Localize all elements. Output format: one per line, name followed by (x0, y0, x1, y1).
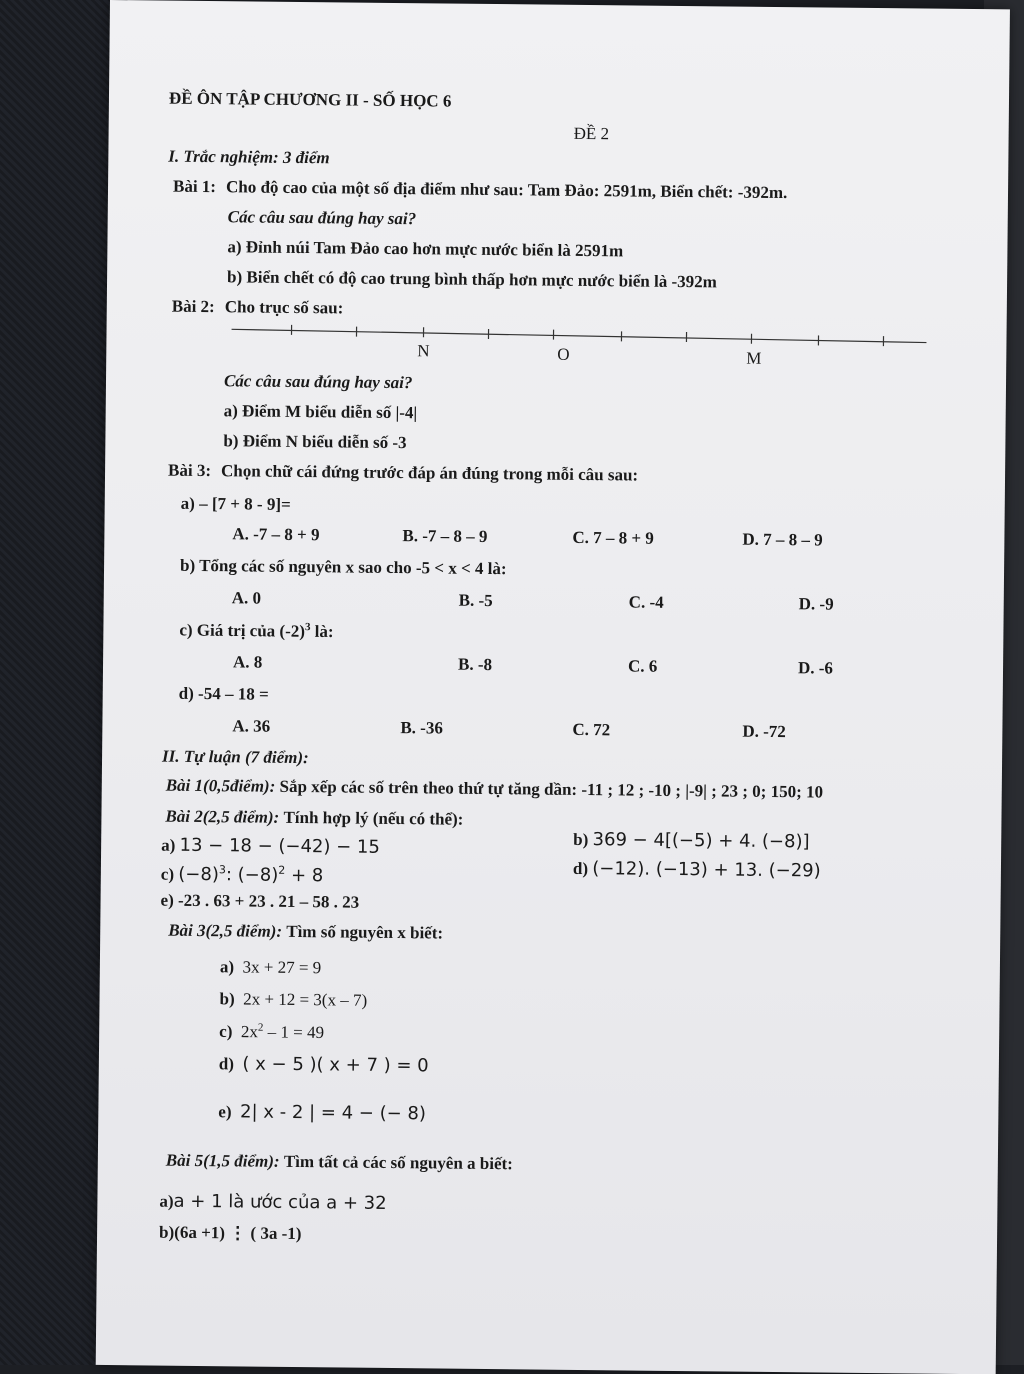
p2-bai2-e: e) -23 . 63 + 23 . 21 – 58 . 23 (160, 891, 359, 913)
p2-bai3-e (218, 1101, 426, 1124)
p2-bai5-b-label: b) (159, 1223, 174, 1242)
p2-bai2-c (161, 863, 324, 887)
qc-option-b: B. -8 (458, 655, 492, 675)
p2-bai3-b (219, 989, 367, 1011)
p2-bai2-d (573, 858, 821, 882)
qb-option-d: D. -9 (799, 594, 834, 614)
p2-bai5-text: Tìm tất cả các số nguyên a biết: (284, 1152, 513, 1173)
p1-bai2-text: Cho trục số sau: (225, 297, 344, 318)
qd-option-c: C. 72 (572, 720, 610, 740)
p1-bai2-a: a) Điểm M biểu diễn số |-4| (224, 401, 418, 423)
c-base2: : (−8) (226, 864, 279, 886)
part2-heading: II. Tự luận (7 điểm): (162, 747, 309, 769)
p2-bai5 (166, 1151, 513, 1175)
p2-bai5-a (159, 1191, 386, 1214)
p1-bai2-question: Các câu sau đúng hay sai? (224, 371, 413, 393)
p2-bai3-c-tail: – 1 = 49 (263, 1022, 324, 1042)
p2-bai3-a-expr: 3x + 27 = 9 (242, 957, 321, 977)
number-line-graphic (231, 319, 931, 376)
p2-bai2-b (573, 829, 810, 852)
c-exp1: 3 (219, 863, 226, 876)
number-line (231, 319, 931, 376)
p2-bai3-c-base: 2x (241, 1022, 258, 1041)
p2-bai5-b-expr: (6a +1) ⋮ ( 3a -1) (174, 1223, 301, 1243)
qb-option-a: A. 0 (232, 588, 261, 608)
p2-bai5-a-label: a) (159, 1192, 173, 1211)
qc-option-a: A. 8 (233, 652, 262, 672)
p2-bai3-d (219, 1053, 429, 1076)
p2-bai3-b-expr: 2x + 12 = 3(x – 7) (243, 989, 367, 1009)
p2-bai2-a (161, 835, 380, 858)
qa-option-c: C. 7 – 8 + 9 (572, 528, 654, 549)
p2-bai3-c (219, 1021, 324, 1043)
p2-bai3-d-expr: ( x − 5 )( x + 7 ) = 0 (242, 1053, 428, 1076)
p1-bai1-question: Các câu sau đúng hay sai? (228, 207, 417, 229)
p2-bai3-b-label: b) (219, 989, 234, 1008)
p1-bai3-qa: a) – [7 + 8 - 9]= (181, 494, 291, 515)
p2-bai3-e-label: e) (218, 1102, 231, 1121)
p2-bai2-label: Bài 2(2,5 điểm): (165, 807, 279, 827)
p2-bai1 (166, 776, 823, 803)
p2-bai2-c-label: c) (161, 865, 174, 884)
p1-bai1-a: a) Đỉnh núi Tam Đảo cao hơn mực nước biển là 2591m (227, 237, 623, 261)
p1-bai3-text: Chọn chữ cái đứng trước đáp án đúng trong mỗi câu sau: (221, 461, 638, 485)
p1-bai3-label: Bài 3: (168, 461, 211, 481)
qd-option-d: D. -72 (742, 722, 786, 742)
p2-bai2-text: Tính hợp lý (nếu có thể): (283, 808, 463, 829)
p2-bai2 (165, 807, 463, 830)
p2-bai3-a (220, 957, 322, 978)
p2-bai5-label: Bài 5(1,5 điểm): (166, 1151, 280, 1171)
c-exp2: 2 (278, 864, 285, 877)
c-base1: (−8) (178, 864, 219, 885)
qd-option-b: B. -36 (400, 718, 443, 738)
p1-bai2-label: Bài 2: (172, 297, 215, 317)
exam-subtitle: ĐỀ 2 (574, 124, 610, 144)
c-tail: + 8 (285, 865, 323, 886)
p1-bai3-qc (179, 620, 333, 642)
qc-option-d: D. -6 (798, 658, 833, 678)
exam-title: ĐỀ ÔN TẬP CHƯƠNG II - SỐ HỌC 6 (169, 89, 452, 112)
p2-bai5-b (159, 1223, 302, 1244)
p2-bai2-b-expr: 369 − 4[(−5) + 4. (−8)] (592, 829, 809, 852)
p2-bai1-label: Bài 1(0,5điểm): (166, 776, 276, 796)
p1-bai3-qb: b) Tổng các số nguyên x sao cho -5 < x < 4 là: (180, 556, 507, 579)
p1-bai2-b: b) Điểm N biểu diễn số -3 (223, 431, 406, 453)
exam-paper (96, 0, 1010, 1374)
p2-bai3-text: Tìm số nguyên x biết: (286, 922, 443, 943)
p1-bai1-text: Cho độ cao của một số địa điểm như sau: Tam Đảo: 2591m, Biển chết: -392m. (226, 177, 787, 203)
qc-text: c) Giá trị của (-2) (179, 620, 305, 640)
p2-bai3-c-exp: 2 (258, 1022, 264, 1034)
p2-bai2-a-expr: 13 − 18 − (−42) − 15 (179, 835, 380, 858)
p2-bai3-label: Bài 3(2,5 điểm): (168, 921, 282, 941)
qc-suffix: là: (310, 622, 333, 641)
qb-option-c: C. -4 (629, 592, 664, 612)
p2-bai3-c-label: c) (219, 1022, 232, 1041)
p2-bai2-a-label: a) (161, 836, 175, 855)
qc-exponent: 3 (305, 621, 311, 633)
qc-option-c: C. 6 (628, 656, 657, 676)
p2-bai3-a-label: a) (220, 957, 234, 976)
qd-option-a: A. 36 (232, 716, 270, 736)
p2-bai3-d-label: d) (219, 1054, 234, 1073)
part1-heading: I. Trắc nghiệm: 3 điểm (168, 147, 330, 169)
p1-bai1-label: Bài 1: (173, 177, 216, 197)
p2-bai2-d-expr: (−12). (−13) + 13. (−29) (592, 858, 821, 881)
number-line-axis (231, 329, 926, 342)
p2-bai2-b-label: b) (573, 830, 588, 849)
qb-option-b: B. -5 (459, 591, 493, 611)
p2-bai3 (168, 921, 443, 944)
qa-option-b: B. -7 – 8 – 9 (402, 526, 487, 547)
p2-bai2-d-label: d) (573, 859, 588, 878)
p2-bai3-e-expr: 2| x - 2 | = 4 − (− 8) (240, 1101, 426, 1124)
p1-bai3-qd: d) -54 – 18 = (179, 684, 269, 705)
number-line-label-n: N (417, 341, 429, 361)
p1-bai1-b: b) Biển chết có độ cao trung bình thấp hơn mực nước biển là -392m (227, 267, 717, 292)
number-line-label-o: O (557, 345, 569, 365)
qa-option-d: D. 7 – 8 – 9 (742, 530, 822, 551)
p2-bai2-c-expr (178, 864, 323, 887)
p2-bai1-text: Sắp xếp các số trên theo thứ tự tăng dần: -11 ; 12 ; -10 ; |-9| ; 23 ; 0; 150; 10 (279, 777, 823, 802)
number-line-label-m: M (746, 349, 761, 369)
qa-option-a: A. -7 – 8 + 9 (232, 524, 319, 545)
p2-bai5-a-expr: a + 1 là ước của a + 32 (173, 1191, 386, 1214)
